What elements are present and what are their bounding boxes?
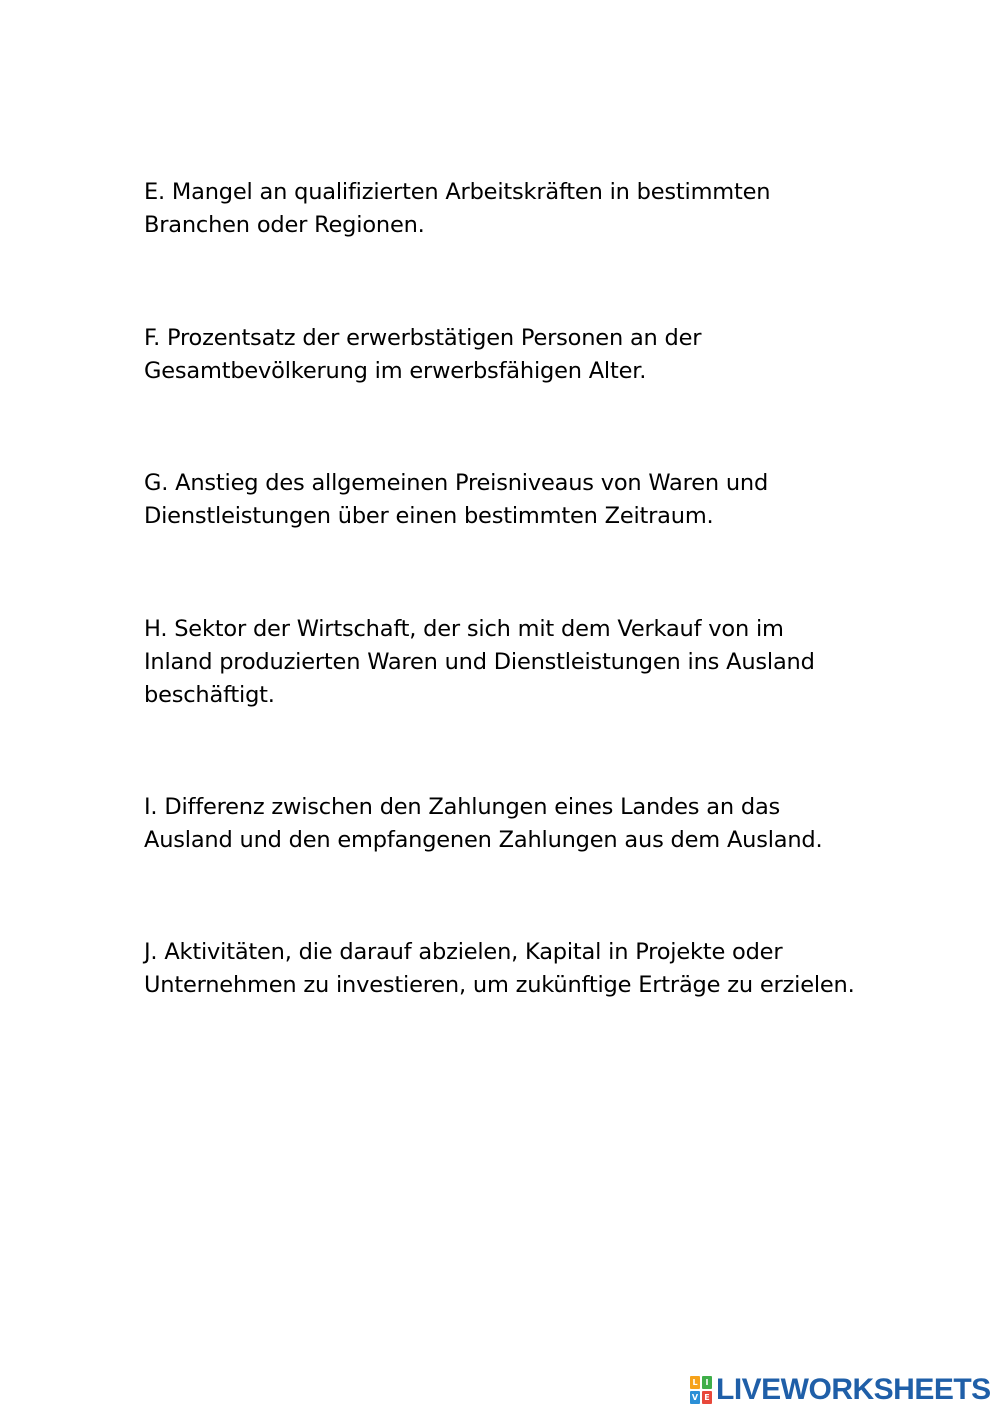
- definition-j: J. Aktivitäten, die darauf abzielen, Kapital in Projekte oder Unternehmen zu investieren, um zukünftige Erträge zu erzielen.: [144, 939, 855, 998]
- logo-letter: L: [690, 1376, 700, 1389]
- liveworksheets-wordmark: LIVEWORKSHEETS: [716, 1373, 991, 1406]
- logo-letter: E: [702, 1391, 712, 1404]
- definition-h: H. Sektor der Wirtschaft, der sich mit dem Verkauf von im Inland produzierten Waren und Dienstleistungen ins Ausland beschäftigt.: [144, 616, 815, 708]
- liveworksheets-brand: [690, 1372, 991, 1408]
- definition-g: G. Anstieg des allgemeinen Preisniveaus von Waren und Dienstleistungen über einen bestimmten Zeitraum.: [144, 470, 769, 529]
- liveworksheets-logo-icon: [690, 1376, 712, 1404]
- logo-letter: V: [691, 1393, 699, 1402]
- definition-i: I. Differenz zwischen den Zahlungen eines Landes an das Ausland und den empfangenen Zahlungen aus dem Ausland.: [144, 794, 823, 853]
- definition-f: F. Prozentsatz der erwerbstätigen Personen an der Gesamtbevölkerung im erwerbsfähigen Alter.: [144, 325, 702, 384]
- logo-letter: I: [702, 1376, 712, 1389]
- definition-e: E. Mangel an qualifizierten Arbeitskräften in bestimmten Branchen oder Regionen.: [144, 179, 771, 238]
